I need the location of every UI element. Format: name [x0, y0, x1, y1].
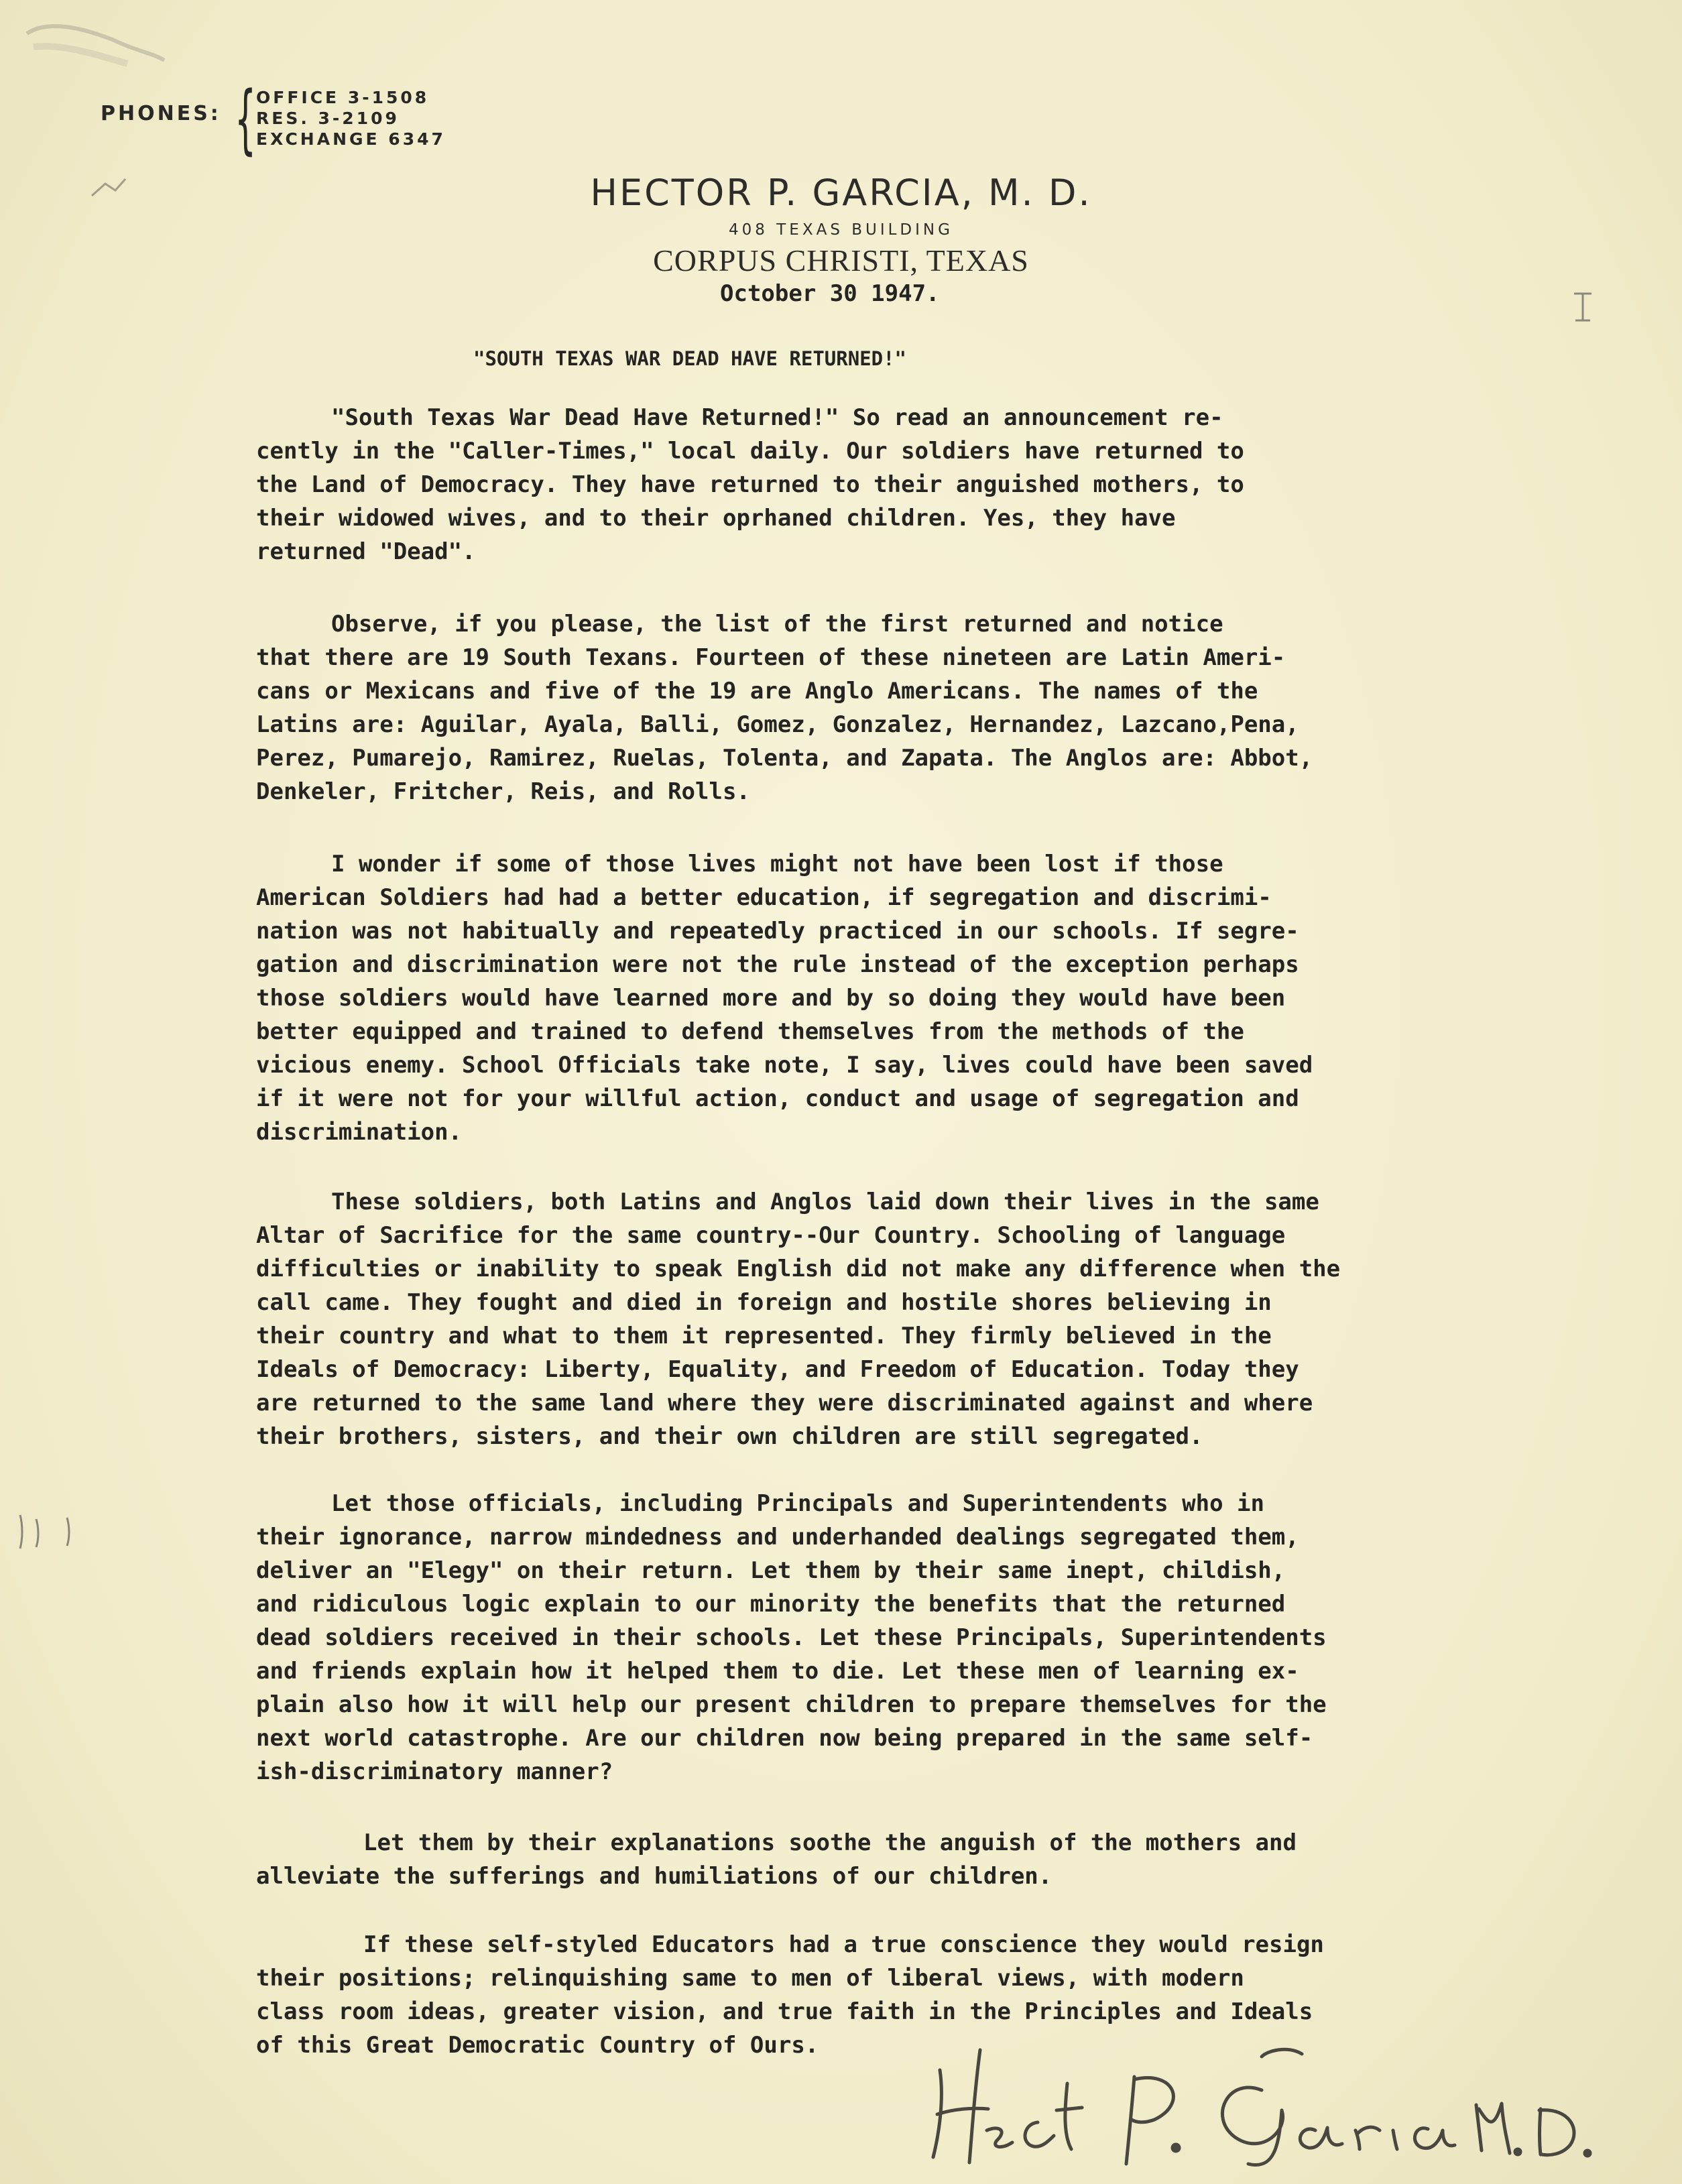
- paragraph-4: [256, 1185, 1637, 1453]
- paragraph-5: [256, 1487, 1637, 1788]
- paragraph-line: Ideals of Democracy: Liberty, Equality, and Freedom of Education. Today they: [256, 1356, 1299, 1383]
- phone-numbers: [256, 87, 446, 149]
- handwritten-signature: [913, 2030, 1597, 2171]
- phones-label: PHONES:: [101, 102, 221, 125]
- paragraph-line: Latins are: Aguilar, Ayala, Balli, Gomez, Gonzalez, Hernandez, Lazcano,Pena,: [256, 711, 1299, 738]
- letterhead-city: CORPUS CHRISTI, TEXAS: [653, 243, 1029, 278]
- paragraph-line: difficulties or inability to speak English did not make any difference when the: [256, 1256, 1341, 1282]
- paragraph-line: their widowed wives, and to their oprhaned children. Yes, they have: [256, 505, 1176, 532]
- paragraph-line: Perez, Pumarejo, Ramirez, Ruelas, Tolenta, and Zapata. The Anglos are: Abbot,: [256, 745, 1313, 772]
- paragraph-line: their positions; relinquishing same to men of liberal views, with modern: [256, 1965, 1244, 1992]
- paragraph-line: cans or Mexicans and five of the 19 are Anglo Americans. The names of the: [256, 678, 1258, 705]
- paragraph-line: plain also how it will help our present children to prepare themselves for the: [256, 1691, 1327, 1718]
- margin-mark: [1569, 290, 1596, 343]
- paragraph-line: vicious enemy. School Officials take note, I say, lives could have been saved: [256, 1052, 1313, 1079]
- corner-smudge: [20, 13, 168, 74]
- paragraph-line: deliver an "Elegy" on their return. Let them by their same inept, childish,: [256, 1557, 1286, 1584]
- paragraph-line: American Soldiers had had a better education, if segregation and discrimi-: [256, 884, 1272, 911]
- paragraph-line: Let those officials, including Principals and Superintendents who in: [331, 1490, 1264, 1517]
- paragraph-line: gation and discrimination were not the rule instead of the exception perhaps: [256, 951, 1299, 978]
- phone-exchange: EXCHANGE 6347: [256, 129, 446, 149]
- letter-heading: "SOUTH TEXAS WAR DEAD HAVE RETURNED!": [473, 347, 907, 370]
- phones-brace: {: [235, 76, 257, 163]
- paragraph-line: I wonder if some of those lives might not have been lost if those: [331, 851, 1223, 877]
- paragraph-line: the Land of Democracy. They have returned to their anguished mothers, to: [256, 471, 1244, 498]
- paragraph-line: Altar of Sacrifice for the same country--Our Country. Schooling of language: [256, 1222, 1286, 1249]
- paragraph-line: "South Texas War Dead Have Returned!" So read an announcement re-: [331, 404, 1223, 431]
- paragraph-line: if it were not for your willful action, conduct and usage of segregation and: [256, 1085, 1299, 1112]
- paragraph-line: dead soldiers received in their schools. Let these Principals, Superintendents: [256, 1624, 1327, 1651]
- paragraph-line: class room ideas, greater vision, and true faith in the Principles and Ideals: [256, 1998, 1313, 2025]
- paragraph-line: ish-discriminatory manner?: [256, 1758, 613, 1785]
- paragraph-line: discrimination.: [256, 1119, 463, 1146]
- paragraph-6: [256, 1826, 1637, 1893]
- paragraph-line: cently in the "Caller-Times," local daily. Our soldiers have returned to: [256, 438, 1244, 465]
- paragraph-line: their country and what to them it represented. They firmly believed in the: [256, 1323, 1272, 1349]
- paragraph-line: and friends explain how it helped them to die. Let these men of learning ex-: [256, 1658, 1299, 1685]
- paragraph-line: of this Great Democratic Country of Ours.: [256, 2032, 819, 2059]
- margin-pencil-marks: [13, 1508, 87, 1555]
- paragraph-line: returned "Dead".: [256, 538, 476, 565]
- paragraph-line: Let them by their explanations soothe the anguish of the mothers and: [363, 1829, 1297, 1856]
- paragraph-line: that there are 19 South Texans. Fourteen of these nineteen are Latin Ameri-: [256, 644, 1286, 671]
- paragraph-line: If these self-styled Educators had a true conscience they would resign: [363, 1931, 1324, 1958]
- paragraph-3: [256, 847, 1637, 1149]
- paragraph-line: These soldiers, both Latins and Anglos laid down their lives in the same: [331, 1189, 1319, 1215]
- paragraph-line: Observe, if you please, the list of the first returned and notice: [331, 611, 1223, 638]
- letterhead-name: HECTOR P. GARCIA, M. D.: [590, 172, 1092, 214]
- phone-office: OFFICE 3-1508: [256, 88, 430, 107]
- paragraph-line: call came. They fought and died in foreign and hostile shores believing in: [256, 1289, 1272, 1316]
- paragraph-2: [256, 607, 1637, 808]
- paragraph-line: those soldiers would have learned more and by so doing they would have been: [256, 985, 1286, 1012]
- paragraph-line: next world catastrophe. Are our children now being prepared in the same self-: [256, 1725, 1313, 1752]
- paragraph-line: and ridiculous logic explain to our minority the benefits that the returned: [256, 1591, 1286, 1618]
- paragraph-1: [256, 401, 1637, 568]
- paragraph-line: nation was not habitually and repeatedly practiced in our schools. If segre-: [256, 918, 1299, 945]
- paragraph-line: better equipped and trained to defend themselves from the methods of the: [256, 1018, 1244, 1045]
- phone-res: RES. 3-2109: [256, 109, 400, 128]
- letterhead-building: 408 TEXAS BUILDING: [729, 221, 953, 239]
- letter-date: October 30 1947.: [720, 280, 940, 307]
- paragraph-line: their ignorance, narrow mindedness and underhanded dealings segregated them,: [256, 1524, 1299, 1551]
- paragraph-line: are returned to the same land where they were discriminated against and where: [256, 1390, 1313, 1416]
- paragraph-line: their brothers, sisters, and their own children are still segregated.: [256, 1423, 1203, 1450]
- paragraph-line: alleviate the sufferings and humiliations of our children.: [256, 1863, 1053, 1890]
- paragraph-line: Denkeler, Fritcher, Reis, and Rolls.: [256, 778, 750, 805]
